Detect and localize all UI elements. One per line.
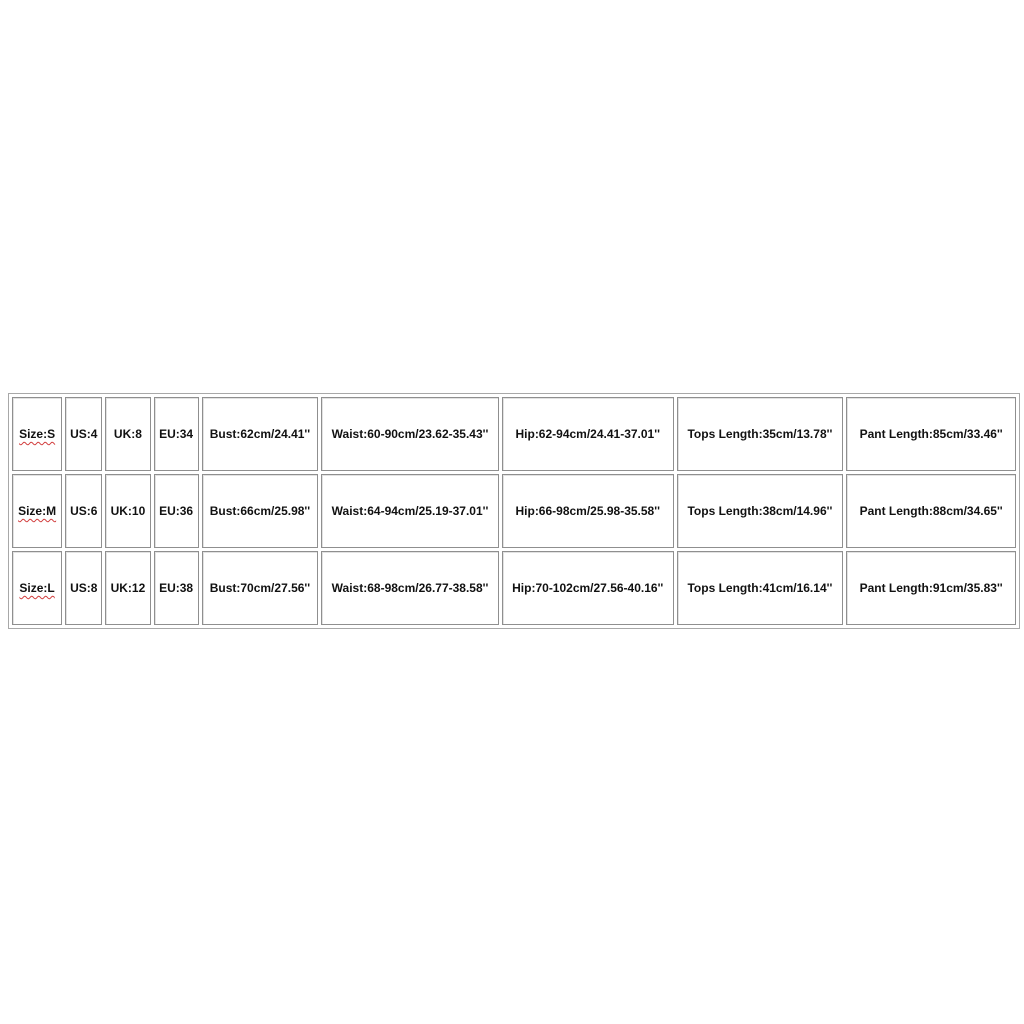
bust-cell: Bust:70cm/27.56'' <box>202 551 318 625</box>
us-size-cell: US:8 <box>65 551 102 625</box>
size-label: Size:L <box>19 581 55 595</box>
size-row-l <box>12 551 1016 625</box>
size-label: Size:S <box>19 427 56 441</box>
tops-length-cell: Tops Length:35cm/13.78'' <box>677 397 844 471</box>
hip-cell: Hip:62-94cm/24.41-37.01'' <box>502 397 674 471</box>
us-size-cell: US:6 <box>65 474 102 548</box>
eu-size-cell: EU:36 <box>154 474 199 548</box>
tops-length-cell: Tops Length:41cm/16.14'' <box>677 551 844 625</box>
size-chart-table <box>8 393 1020 629</box>
pant-length-cell: Pant Length:85cm/33.46'' <box>846 397 1016 471</box>
size-row-m <box>12 474 1016 548</box>
uk-size-cell: UK:8 <box>105 397 150 471</box>
us-size-cell: US:4 <box>65 397 102 471</box>
size-label-cell <box>12 397 62 471</box>
pant-length-cell: Pant Length:88cm/34.65'' <box>846 474 1016 548</box>
eu-size-cell: EU:38 <box>154 551 199 625</box>
size-label-cell <box>12 474 62 548</box>
hip-cell: Hip:70-102cm/27.56-40.16'' <box>502 551 674 625</box>
eu-size-cell: EU:34 <box>154 397 199 471</box>
waist-cell: Waist:68-98cm/26.77-38.58'' <box>321 551 499 625</box>
size-label: Size:M <box>18 504 57 518</box>
tops-length-cell: Tops Length:38cm/14.96'' <box>677 474 844 548</box>
bust-cell: Bust:62cm/24.41'' <box>202 397 318 471</box>
pant-length-cell: Pant Length:91cm/35.83'' <box>846 551 1016 625</box>
waist-cell: Waist:60-90cm/23.62-35.43'' <box>321 397 499 471</box>
hip-cell: Hip:66-98cm/25.98-35.58'' <box>502 474 674 548</box>
uk-size-cell: UK:10 <box>105 474 150 548</box>
waist-cell: Waist:64-94cm/25.19-37.01'' <box>321 474 499 548</box>
size-label-cell <box>12 551 62 625</box>
bust-cell: Bust:66cm/25.98'' <box>202 474 318 548</box>
uk-size-cell: UK:12 <box>105 551 150 625</box>
size-row-s <box>12 397 1016 471</box>
